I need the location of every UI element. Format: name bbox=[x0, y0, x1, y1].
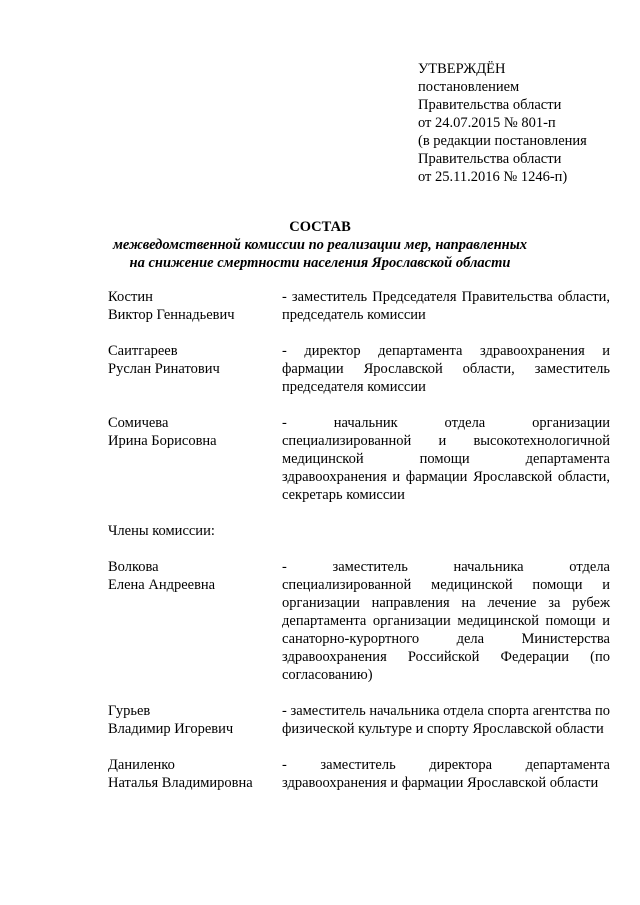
member-entry bbox=[108, 342, 610, 396]
approval-line: Правительства области bbox=[418, 151, 562, 167]
title-line-1: межведомственной комиссии по реализации мер, направленных bbox=[112, 237, 528, 253]
member-given-name: Наталья Владимировна bbox=[108, 775, 253, 791]
member-name bbox=[108, 414, 282, 504]
member-surname: Сомичева bbox=[108, 415, 169, 431]
member-role: - заместитель Председателя Правительства области, председатель комиссии bbox=[282, 289, 610, 323]
member-role: - директор департамента здравоохранения и фармации Ярославской области, заместитель председателя комиссии bbox=[282, 343, 610, 395]
approval-stamp bbox=[418, 60, 628, 186]
member-surname: Гурьев bbox=[108, 703, 151, 719]
member-name bbox=[108, 702, 282, 738]
commission-list bbox=[108, 288, 610, 810]
member-role: - начальник отдела организации специализированной и высокотехнологичной медицинской помощи департамента здравоохранения и фармации Ярославской области, секретарь комиссии bbox=[282, 415, 610, 503]
member-entry bbox=[108, 702, 610, 738]
member-role: - заместитель начальника отдела специализированной медицинской помощи и организации направления на лечение за рубеж департамента организации медицинской помощи и санаторно-курортного дела Министерства здравоохранения Российской Федерации (по согласованию) bbox=[282, 559, 610, 683]
member-role: - заместитель начальника отдела спорта агентства по физической культуре и спорту Ярославской области bbox=[282, 703, 610, 737]
member-surname: Саитгареев bbox=[108, 343, 178, 359]
member-surname: Даниленко bbox=[108, 757, 175, 773]
member-given-name: Ирина Борисовна bbox=[108, 433, 217, 449]
approval-line: Правительства области bbox=[418, 97, 562, 113]
member-entry bbox=[108, 558, 610, 684]
member-role: - заместитель директора департамента здравоохранения и фармации Ярославской области bbox=[282, 757, 610, 791]
member-given-name: Владимир Игоревич bbox=[108, 721, 234, 737]
member-entry bbox=[108, 414, 610, 504]
member-name bbox=[108, 756, 282, 792]
approval-line: от 24.07.2015 № 801-п bbox=[418, 115, 556, 131]
member-given-name: Руслан Ринатович bbox=[108, 361, 220, 377]
member-entry bbox=[108, 756, 610, 792]
approval-line: УТВЕРЖДЁН bbox=[418, 61, 506, 77]
member-name bbox=[108, 342, 282, 396]
member-given-name: Виктор Геннадьевич bbox=[108, 307, 235, 323]
approval-line: (в редакции постановления bbox=[418, 133, 587, 149]
approval-line: постановлением bbox=[418, 79, 520, 95]
document-title bbox=[60, 218, 580, 272]
member-name bbox=[108, 288, 282, 324]
members-section-label: Члены комиссии: bbox=[108, 523, 215, 539]
approval-line: от 25.11.2016 № 1246-п) bbox=[418, 169, 568, 185]
member-given-name: Елена Андреевна bbox=[108, 577, 216, 593]
member-entry bbox=[108, 288, 610, 324]
member-surname: Костин bbox=[108, 289, 153, 305]
member-name bbox=[108, 558, 282, 684]
title-heading: СОСТАВ bbox=[289, 219, 351, 235]
member-surname: Волкова bbox=[108, 559, 159, 575]
title-line-2: на снижение смертности населения Ярославской области bbox=[129, 255, 511, 271]
